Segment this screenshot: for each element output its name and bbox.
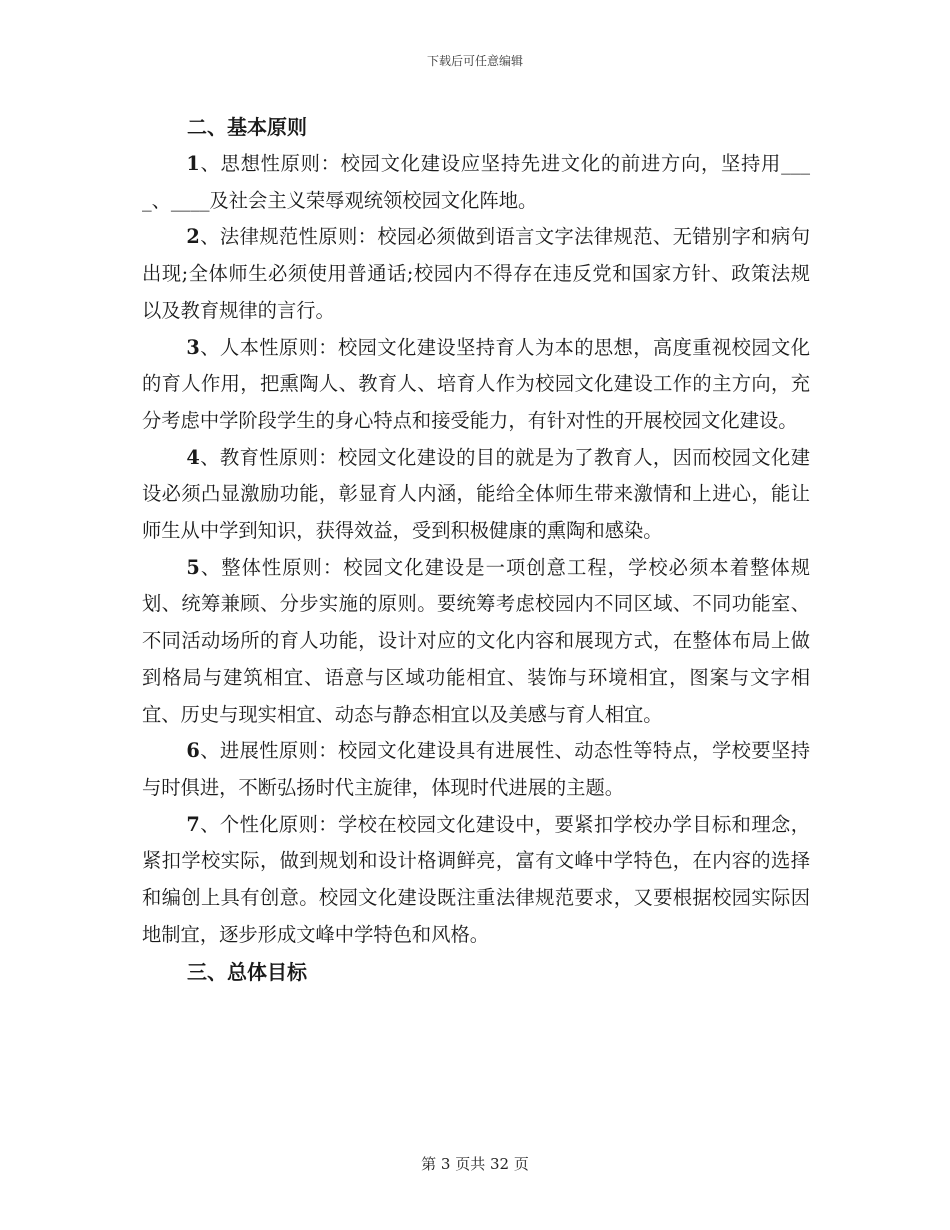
document-body: [142, 108, 810, 991]
paragraph-6: [142, 733, 810, 806]
paragraph-3: [142, 330, 810, 440]
paragraph-4-number: 4: [186, 445, 200, 469]
page-footer: 第 3 页共 32 页: [421, 1155, 529, 1173]
page-header: 下载后可任意编辑: [426, 54, 523, 68]
paragraph-3-number: 3: [186, 335, 200, 359]
paragraph-2: [142, 219, 810, 329]
paragraph-2-number: 2: [186, 225, 200, 249]
paragraph-6-number: 6: [186, 739, 200, 763]
paragraph-6-text: 、进展性原则：校园文化建设具有进展性、动态性等特点，学校要坚持与时俱进，不断弘扬时代主旋律，体现时代进展的主题。: [142, 739, 810, 799]
paragraph-4: [142, 440, 810, 550]
paragraph-5-text: 、整体性原则：校园文化建设是一项创意工程，学校必须本着整体规划、统筹兼顾、分步实施的原则。要统筹考虑校园内不同区域、不同功能室、不同活动场所的育人功能，设计对应的文化内容和展现方式，在整体布局上做到格局与建筑相宜、语意与区域功能相宜、装饰与环境相宜，图案与文字相宜、历史与现实相宜、动态与静态相宜以及美感与育人相宜。: [142, 555, 810, 726]
paragraph-1-number: 1: [186, 152, 200, 175]
paragraph-7: [142, 807, 810, 954]
paragraph-5: [142, 550, 810, 734]
paragraph-4-text: 、教育性原则：校园文化建设的目的就是为了教育人，因而校园文化建设必须凸显激励功能，彰显育人内涵，能给全体师生带来激情和上进心，能让师生从中学到知识，获得效益，受到积极健康的熏陶和感染。: [142, 445, 810, 543]
section-heading-principles: 二、基本原则: [187, 115, 307, 139]
section-heading-goals: 三、总体目标: [187, 960, 307, 985]
paragraph-7-number: 7: [186, 812, 200, 836]
paragraph-2-text: 、法律规范性原则：校园必须做到语言文字法律规范、无错别字和病句出现;全体师生必须使用普通话;校园内不得存在违反党和国家方针、政策法规以及教育规律的言行。: [142, 225, 810, 322]
paragraph-7-text: 、个性化原则：学校在校园文化建设中，要紧扣学校办学目标和理念，紧扣学校实际，做到规划和设计格调鲜亮，富有文峰中学特色，在内容的选择和编创上具有创意。校园文化建设既注重法律规范要求，又要根据校园实际因地制宜，逐步形成文峰中学特色和风格。: [142, 812, 810, 946]
paragraph-5-number: 5: [186, 555, 200, 579]
paragraph-3-text: 、人本性原则：校园文化建设坚持育人为本的思想，高度重视校园文化的育人作用，把熏陶人、教育人、培育人作为校园文化建设工作的主方向，充分考虑中学阶段学生的身心特点和接受能力，有针对性的开展校园文化建设。: [142, 335, 810, 432]
paragraph-1: [142, 146, 810, 219]
paragraph-1-text: 、思想性原则：校园文化建设应坚持先进文化的前进方向，坚持用____、____及社会主义荣辱观统领校园文化阵地。: [142, 152, 810, 212]
